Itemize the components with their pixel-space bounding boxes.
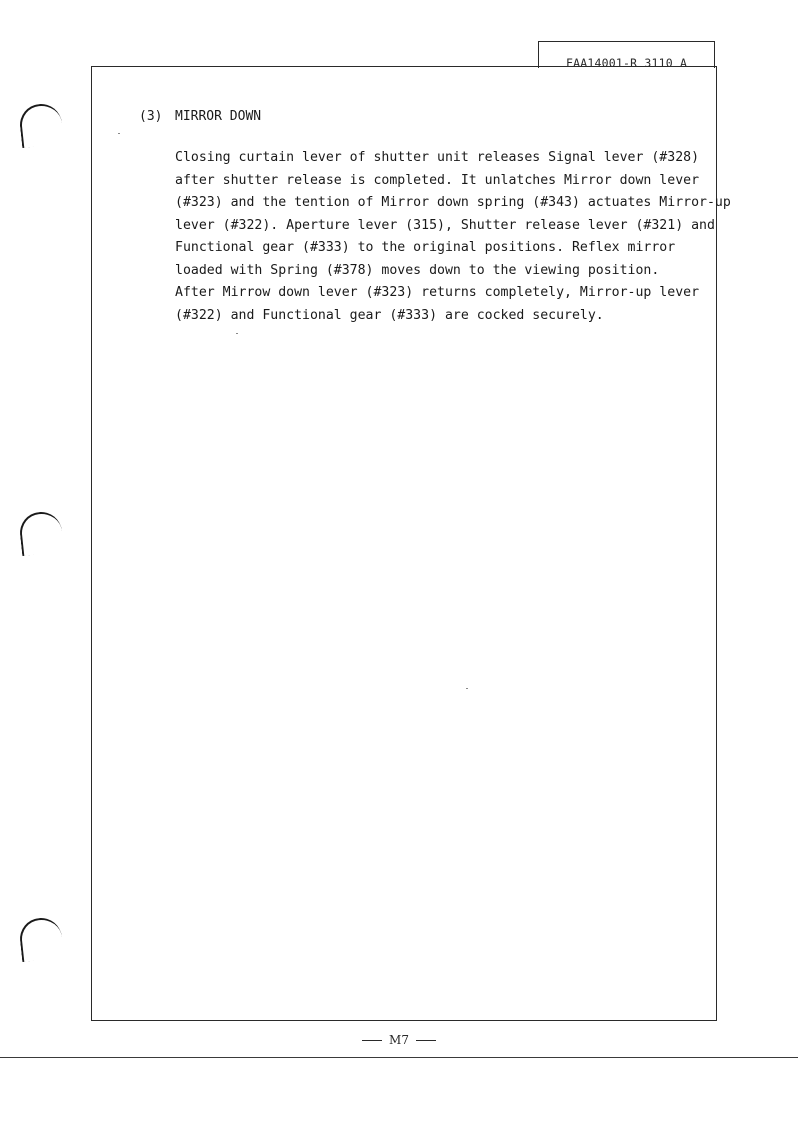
body-line: After Mirrow down lever (#323) returns completely, Mirror-up lever	[175, 285, 700, 300]
body-line: (#322) and Functional gear (#333) are cocked securely.	[175, 307, 604, 323]
binder-hole-middle	[18, 510, 64, 556]
body-line: loaded with Spring (#378) moves down to the viewing position.	[175, 262, 660, 278]
bottom-rule	[0, 1057, 798, 1058]
binder-hole-top	[18, 102, 64, 148]
body-line: lever (#322). Aperture lever (315), Shutter release lever (#321) and	[175, 217, 715, 233]
footer-dash-right	[416, 1040, 436, 1041]
page-footer	[0, 1033, 798, 1047]
body-line: Functional gear (#333) to the original positions. Reflex mirror	[175, 240, 676, 255]
scan-speck	[236, 333, 238, 334]
scan-speck	[118, 133, 120, 134]
page-number: M7	[389, 1033, 409, 1047]
scan-speck	[466, 688, 468, 689]
footer-dash-left	[362, 1040, 382, 1041]
document-code: FAA14001-R 3110 A	[566, 57, 688, 68]
section-number: (3)	[139, 109, 163, 124]
body-line: (#323) and the tention of Mirror down spring (#343) actuates Mirror-up	[175, 195, 731, 210]
binder-hole-bottom	[18, 916, 64, 962]
body-line: after shutter release is completed. It unlatches Mirror down lever	[175, 172, 700, 188]
section-title: MIRROR DOWN	[175, 109, 262, 124]
body-line: Closing curtain lever of shutter unit releases Signal lever (#328)	[175, 150, 700, 165]
body-paragraph	[175, 147, 731, 327]
